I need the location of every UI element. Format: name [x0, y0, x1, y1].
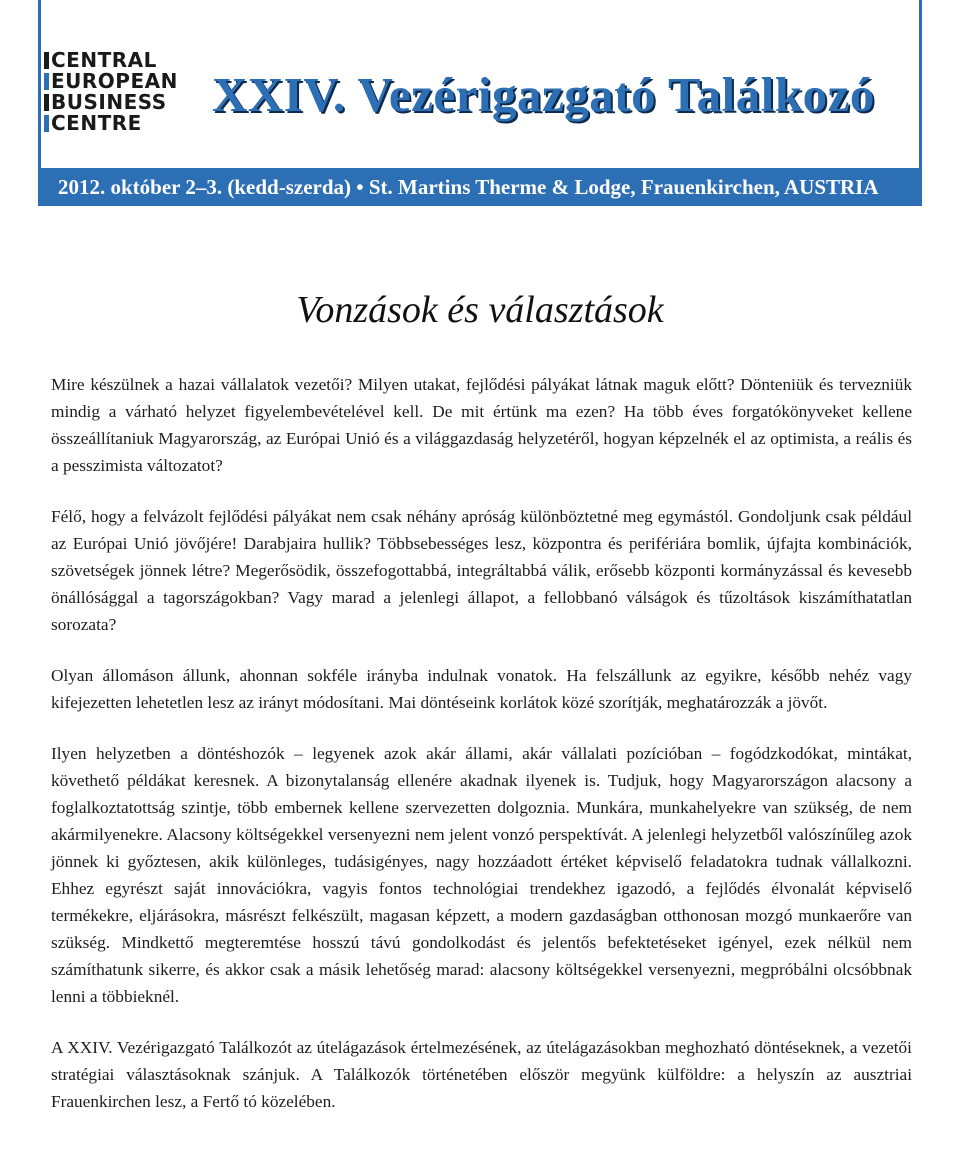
- paragraph: A XXIV. Vezérigazgató Találkozót az útelágazások értelmezésének, az útelágazásokban meghozható döntéseknek, a vezetői stratégiai választásoknak szánjuk. A Találkozók történetében először megyünk külföldre: a helyszín az ausztriai Frauenkirchen lesz, a Fertő tó közelében.: [51, 1038, 912, 1111]
- paragraph: Olyan állomáson állunk, ahonnan sokféle irányba indulnak vonatok. Ha felszállunk az egyikre, később nehéz vagy kifejezetten lehetetlen lesz az irányt módosítani. Mai döntéseink korlátok közé szorítják, meghatározzák a jövőt.: [51, 666, 912, 712]
- logo-line: [44, 113, 184, 134]
- logo-bar-icon: [44, 115, 49, 132]
- logo-line: [44, 71, 184, 92]
- logo-text: EUROPEAN: [51, 69, 178, 93]
- paragraph: Mire készülnek a hazai vállalatok vezetői? Milyen utakat, fejlődési pályákat látnak maguk előtt? Dönteniük és tervezniük mindig a várható helyzet figyelembevételével kell. De mit értünk ma ezen? Ha több éves forgatókönyveket kellene összeállítaniuk Magyarország, az Európai Unió és a világgazdaság helyzetéről, hogyan képzelnék el az optimista, a reális és a pesszimista változatot?: [51, 375, 912, 475]
- event-date-location-band: 2012. október 2–3. (kedd-szerda) • St. Martins Therme & Lodge, Frauenkirchen, AUSTRIA: [38, 168, 922, 206]
- body-text: [51, 371, 912, 1139]
- logo-bar-icon: [44, 52, 49, 69]
- logo-bar-icon: [44, 73, 49, 90]
- logo-line: [44, 50, 184, 71]
- logo-text: CENTRAL: [51, 48, 157, 72]
- logo-text: BUSINESS: [51, 90, 167, 114]
- logo-line: [44, 92, 184, 113]
- cebc-logo: [44, 50, 184, 134]
- document-subtitle: Vonzások és választások: [296, 289, 664, 331]
- paragraph: Félő, hogy a felvázolt fejlődési pályákat nem csak néhány apróság különböztetné meg egymástól. Gondoljunk csak például az Európai Unió jövőjére! Darabjaira hullik? Többsebességes lesz, központra és perifériára bomlik, újfajta kombinációk, szövetségek jönnek létre? Megerősödik, összefogottabbá, integráltabbá válik, erősebb központi kormányzással és kevesebb önállósággal a tagországokban? Vagy marad a jelenlegi állapot, a fellobbanó válságok és tűzoltások kiszámíthatatlan sorozata?: [51, 507, 912, 634]
- event-title: XXIV. Vezérigazgató Találkozó: [212, 67, 875, 122]
- logo-bar-icon: [44, 94, 49, 111]
- logo-text: CENTRE: [51, 111, 142, 135]
- paragraph: Ilyen helyzetben a döntéshozók – legyenek azok akár állami, akár vállalati pozícióban – fogódzkodókat, mintákat, követhető példákat keresnek. A bizonytalanság ellenére akadnak ilyenek is. Tudjuk, hogy Magyarországon alacsony a foglalkoztatottság szintje, több embernek kellene szervezetten dolgoznia. Munkára, munkahelyekre van szükség, de nem akármilyenekre. Alacsony költségekkel versenyezni nem jelent vonzó perspektívát. A jelenlegi helyzetből valószínűleg azok jönnek ki győztesen, akik különleges, tudásigényes, nagy hozzáadott értéket képviselő feladatokra tudnak vállalkozni. Ehhez egyrészt saját innovációkra, vagyis fontos technológiai trendekhez igazodó, a fejlődés élvonalát képviselő termékekre, eljárásokra, másrészt felkészült, magasan képzett, a modern gazdaságban otthonosan mozgó munkaerőre van szükség. Mindkettő megteremtése hosszú távú gondolkodást és jelentős befektetéseket igényel, ezek nélkül nem számíthatunk sikerre, és akkor csak a másik lehetőség marad: alacsony költségekkel versenyezni, megpróbálni olcsóbbnak lenni a többieknél.: [51, 744, 912, 1006]
